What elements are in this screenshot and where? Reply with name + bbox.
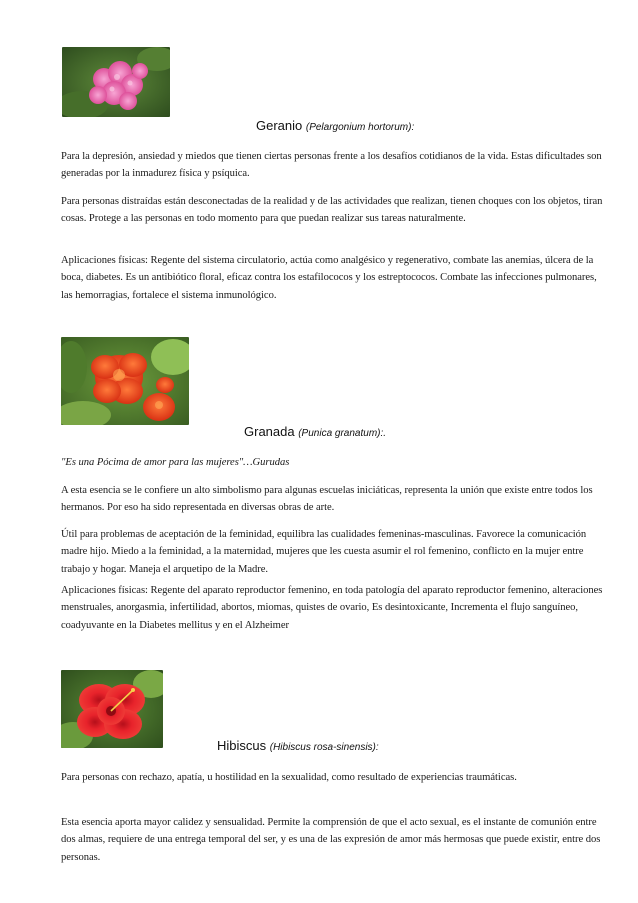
section-latin-name: (Hibiscus rosa-sinensis):	[269, 742, 379, 753]
paragraph: Para la depresión, ansiedad y miedos que tienen ciertas personas frente a los desafíos cotidianos de la vida. Estas dificultades son generadas por la inmadurez física y psíquica.	[61, 151, 602, 180]
paragraph: Útil para problemas de aceptación de la feminidad, equilibra las cualidades femeninas-masculinas. Favorece la comunicación madre hijo. Miedo a la feminidad, a la maternidad, mujeres que les cuesta asumir el rol femenino, conflicto en la mujer entre trabajo y hogar. Maneja el arquetipo de la Madre.	[61, 529, 587, 575]
section-latin-name: (Pelargonium hortorum):	[305, 122, 415, 133]
section-heading-geranio	[256, 118, 414, 133]
pomegranate-flower-photo	[61, 337, 189, 425]
paragraph: A esta esencia se le confiere un alto simbolismo para algunas escuelas iniciáticas, representa la unión que existe entre todos los hermanos. Por eso ha sido representada en diversas obras de arte.	[61, 485, 593, 514]
section-title: Hibiscus	[217, 738, 267, 753]
paragraph: Aplicaciones físicas: Regente del sistema circulatorio, actúa como analgésico y regenerativo, combate las anemias, úlcera de la boca, diabetes. Es un antibiótico floral, eficaz contra los estafilococos y los estreptococos. Combate las infecciones pulmonares, las hemorragias, fortalece el sistema inmunológico.	[61, 255, 597, 301]
section-title: Geranio	[256, 118, 303, 133]
paragraph: Para personas distraídas están desconectadas de la realidad y de las actividades que realizan, tienen choques con los objetos, tiran cosas. Protege a las personas en todo momento para que puedan realizar sus tareas naturalmente.	[61, 196, 603, 225]
paragraph: Esta esencia aporta mayor calidez y sensualidad. Permite la comprensión de que el acto sexual, es el instante de comunión entre dos almas, requiere de una entrega temporal del ser, y es una de las expresión de amor más hermosas que puede existir, entre dos personas.	[61, 817, 601, 863]
section-heading-hibiscus	[217, 738, 379, 753]
section-heading-granada	[244, 424, 386, 439]
section-title: Granada	[244, 424, 295, 439]
hibiscus-photo	[61, 670, 163, 748]
paragraph: Para personas con rechazo, apatía, u hostilidad en la sexualidad, como resultado de experiencias traumáticas.	[61, 772, 517, 783]
paragraph: Aplicaciones físicas: Regente del aparato reproductor femenino, en toda patología del aparato reproductor femenino, alteraciones menstruales, anorgasmia, infertilidad, abortos, miomas, quistes de ovario, Es desintoxicante, Incrementa el flujo sanguíneo, coadyuvante en la Diabetes mellitus y en el Alzheimer	[61, 585, 603, 631]
section-latin-name: (Punica granatum):.	[298, 428, 387, 439]
geranium-photo	[62, 47, 170, 117]
quote: "Es una Pócima de amor para las mujeres"…Gurudas	[61, 457, 290, 468]
